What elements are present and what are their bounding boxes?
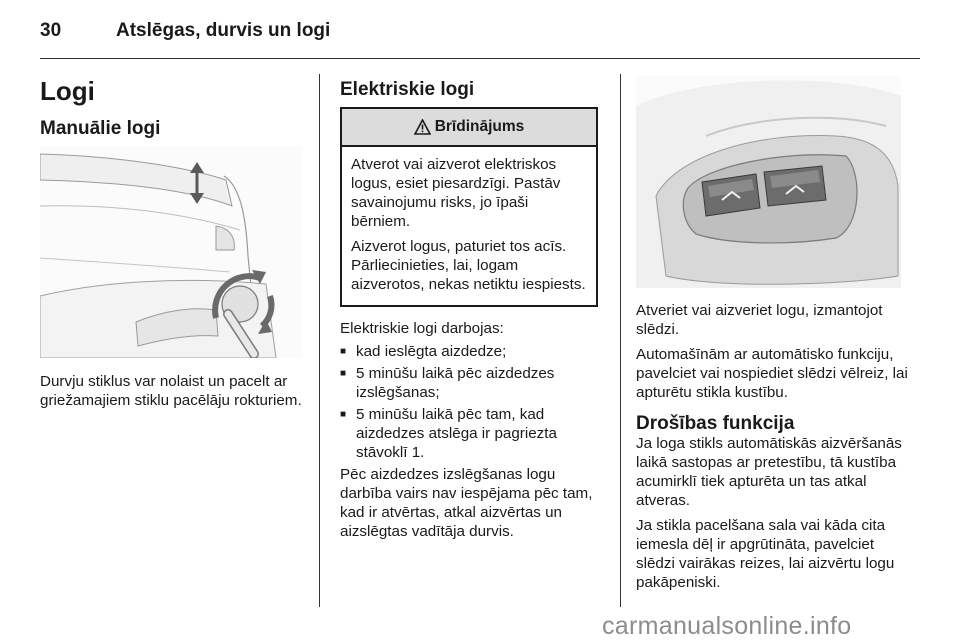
safety-paragraph: Ja stikla pacelšana sala vai kāda cita iemesla dēļ ir apgrūtināta, pavelciet slēdzi vairākas reizes, lai aizvērtu logu pakāpeniski. xyxy=(636,517,895,591)
warning-paragraph: Atverot vai aizverot elektriskos logus, esiet piesardzīgi. Pastāv savainojumu risks, jo īpaši bērniem. xyxy=(351,156,561,230)
safety-function-heading: Drošības funkcija xyxy=(636,413,795,434)
column-divider-right xyxy=(620,74,621,607)
list-item: ■ 5 minūšu laikā pēc tam, kad aizdedzes atslēga ir pagriezta stāvoklī 1. xyxy=(340,405,608,462)
manual-window-crank-illustration xyxy=(40,146,302,358)
manual-window-text: Durvju stiklus var nolaist un pacelt ar griežamajiem stiklu pacēlāju rokturiem. xyxy=(40,373,302,409)
subsection-title-manual-windows: Manuālie logi xyxy=(40,118,161,139)
warning-triangle-icon xyxy=(414,119,431,135)
after-ignition-text: Pēc aizdedzes izslēgšanas logu darbība vairs nav iespējama pēc tam, kad ir atvērtas, atkal aizvērtas un aizslēgtas vadītāja durvis. xyxy=(340,466,593,540)
warning-heading: Brīdinājums xyxy=(434,118,525,135)
page-number: 30 xyxy=(40,20,62,41)
section-title-electric-windows: Elektriskie logi xyxy=(340,79,475,100)
list-item: ■ 5 minūšu laikā pēc aizdedzes izslēgšanas; xyxy=(340,364,608,402)
window-switch-drawing xyxy=(636,76,901,288)
door-crank-drawing xyxy=(40,146,302,358)
conditions-list xyxy=(340,342,608,462)
section-title-windows: Logi xyxy=(40,76,95,106)
list-item: ■ kad ieslēgta aizdedze; xyxy=(340,342,608,361)
column-divider-left xyxy=(319,74,320,607)
warning-box xyxy=(340,107,598,307)
header-divider xyxy=(40,58,920,59)
electric-windows-intro: Elektriskie logi darbojas: xyxy=(340,320,504,337)
switch-instruction: Atveriet vai aizveriet logu, izmantojot slēdzi. xyxy=(636,302,883,338)
power-window-switch-illustration xyxy=(636,76,901,288)
chapter-title: Atslēgas, durvis un logi xyxy=(116,20,331,41)
watermark-text: carmanualsonline.info xyxy=(602,612,852,640)
safety-paragraph: Ja loga stikls automātiskās aizvēršanās laikā sastopas ar pretestību, tā kustība acumirklī tiek apturēta un tas atkal atveras. xyxy=(636,435,902,509)
warning-header xyxy=(342,109,596,147)
automatic-function-text: Automašīnām ar automātisko funkciju, pavelciet vai nospiediet slēdzi vēlreiz, lai apturētu stikla kustību. xyxy=(636,346,908,401)
warning-paragraph: Aizverot logus, paturiet tos acīs. Pārliecinieties, lai, logam aizverotos, nekas netiktu iespiests. xyxy=(351,238,586,293)
